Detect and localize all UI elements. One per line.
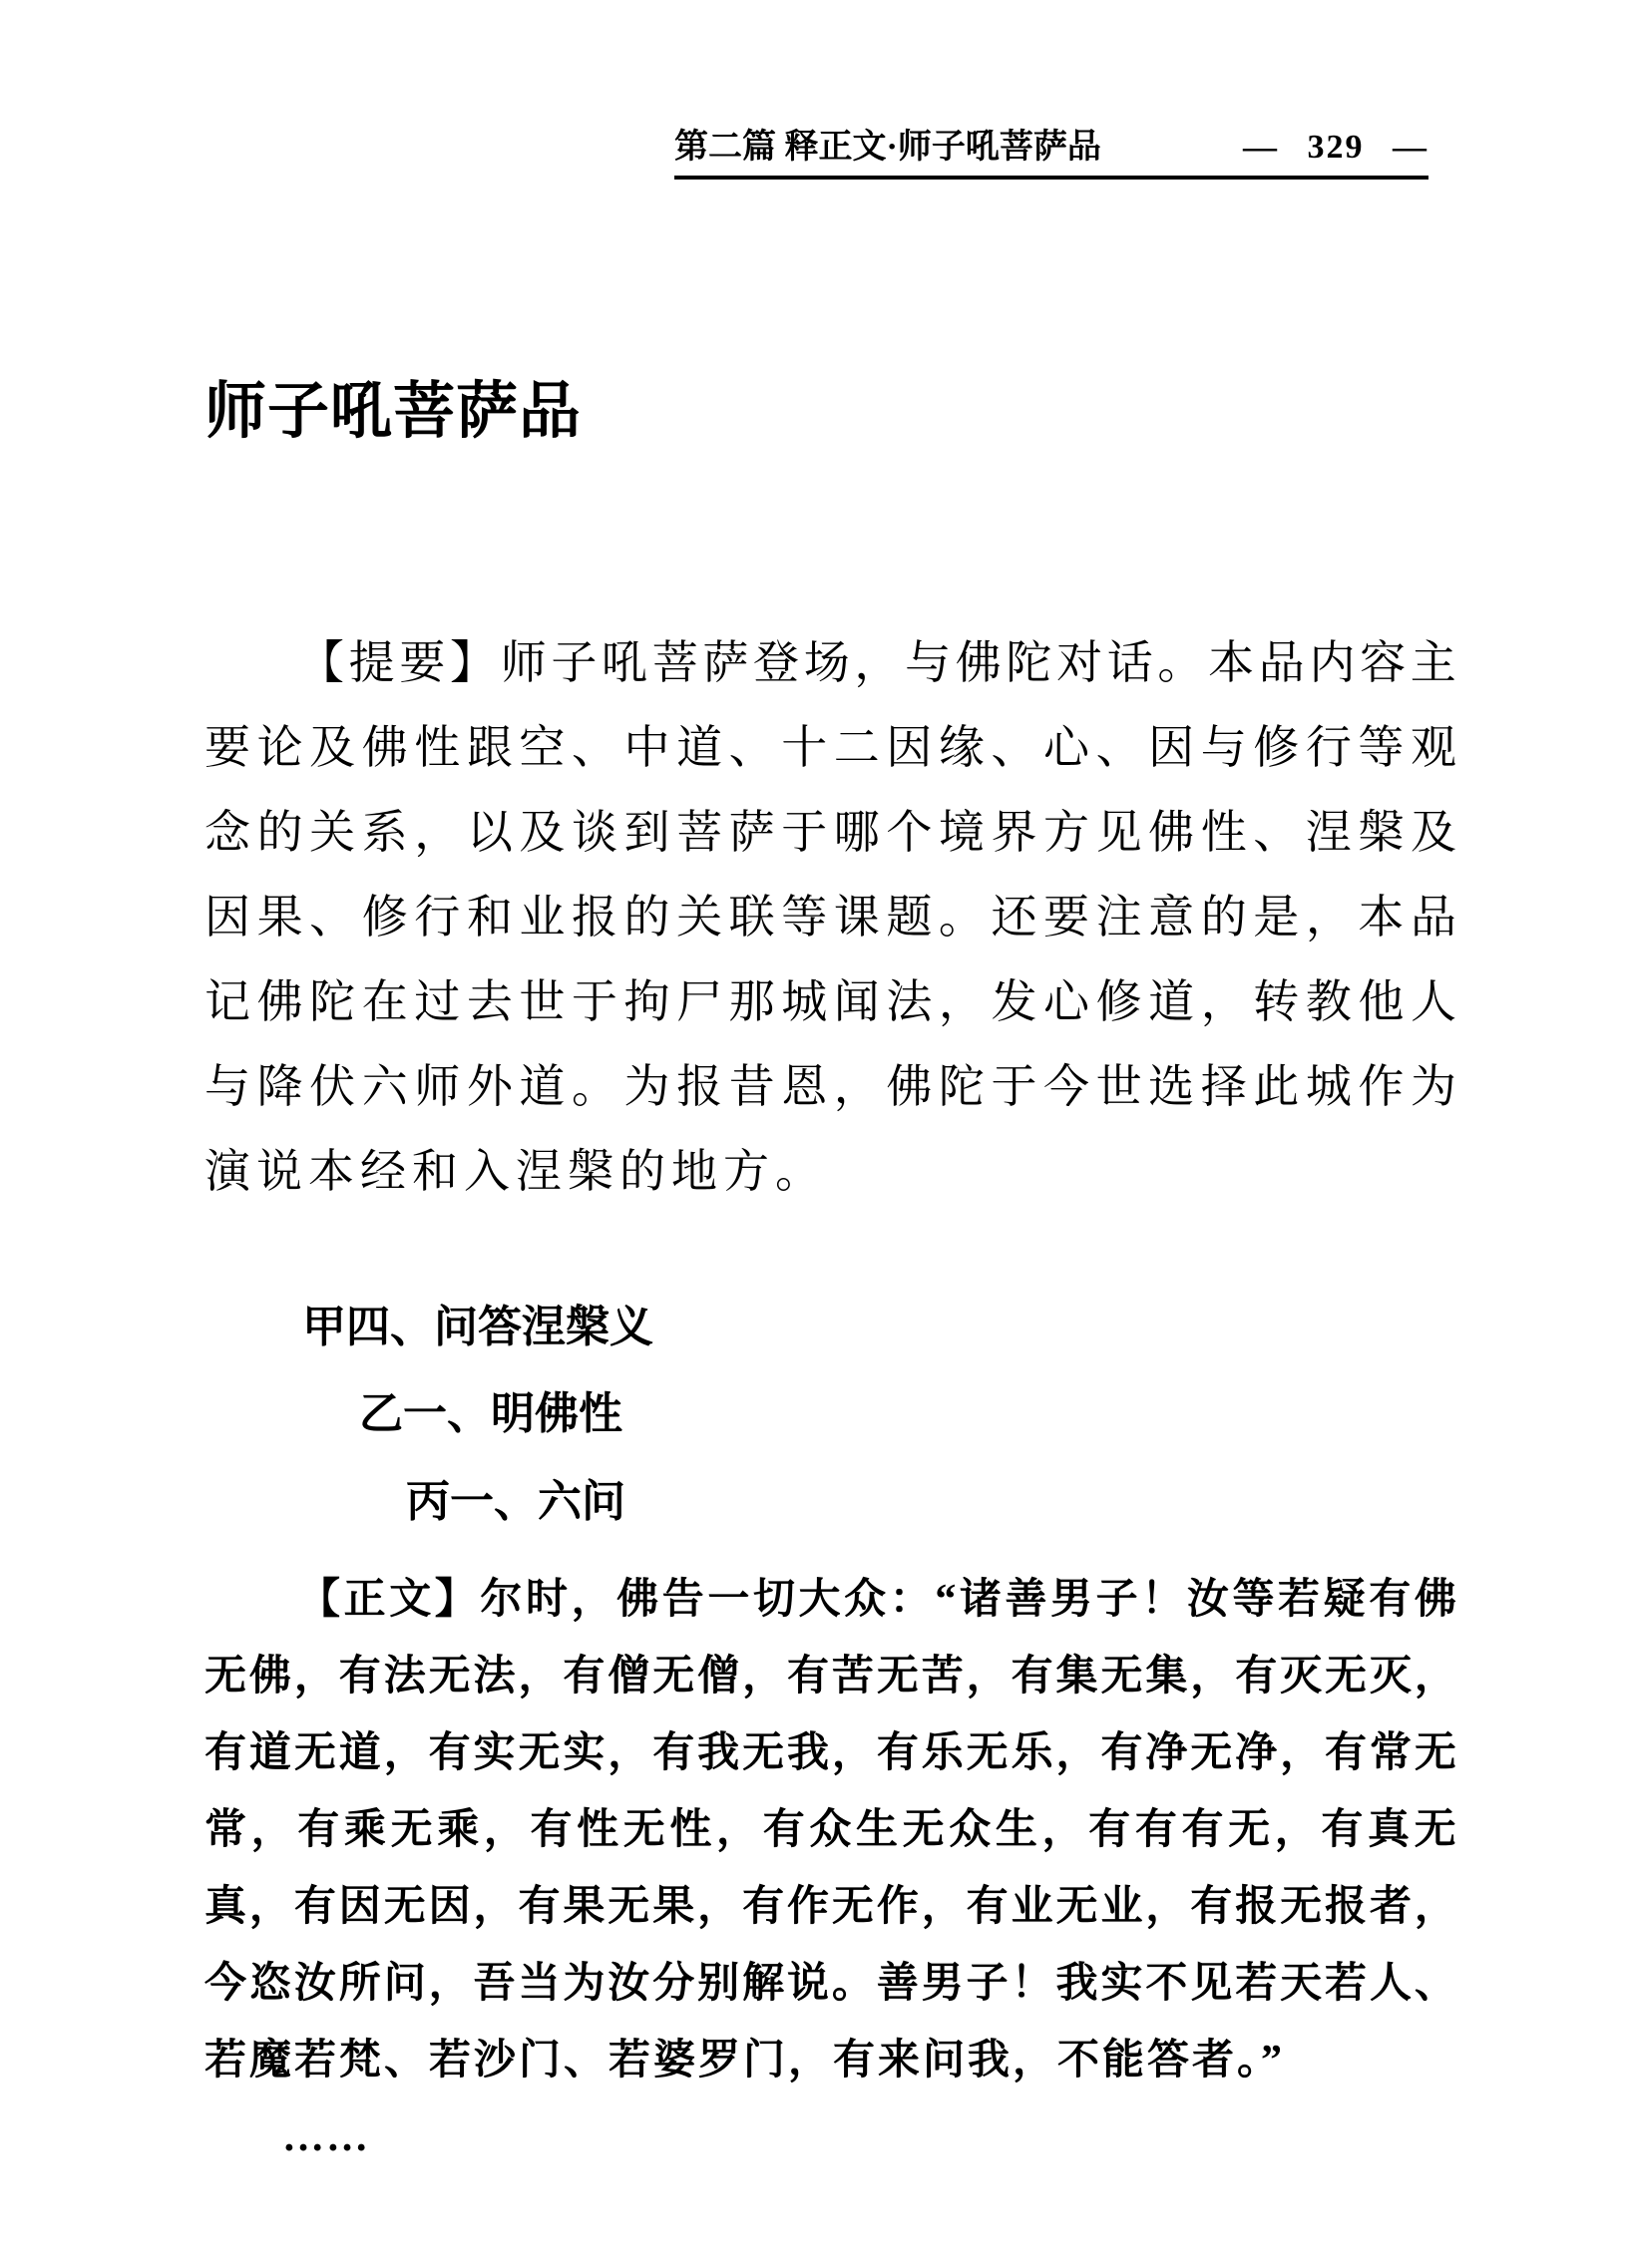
- passage-line: 若魔若梵、若沙门、若婆罗门，有来问我，不能答者。”: [204, 2038, 1286, 2083]
- page-number-label: — 329 —: [1243, 129, 1428, 166]
- passage-line: 常 ， 有 乘 无 乘 ， 有 性 无 性 ， 有 众 生 无 众 生 ， 有 有 有 无 ， 有 真 无: [204, 1807, 1456, 1853]
- summary-line: 【 提 要 】 师 子 吼 菩 萨 登 场 ， 与 佛 陀 对 话 。 本 品 内 容 主: [298, 637, 1456, 688]
- outline-heading-level-jia: 甲四、问答涅槃义: [302, 1303, 653, 1351]
- summary-line: 演说本经和入涅槃的地方。: [204, 1146, 827, 1197]
- summary-line: 记 佛 陀 在 过 去 世 于 拘 尸 那 城 闻 法 ， 发 心 修 道 ， 转 教 他 人: [204, 976, 1456, 1027]
- summary-line: 与 降 伏 六 师 外 道 。 为 报 昔 恩 ， 佛 陀 于 今 世 选 择 此 城 作 为: [204, 1061, 1456, 1112]
- passage-line: 【 正 文 】 尔 时 ， 佛 告 一 切 大 众 ： “ 诸 善 男 子 ！ 汝 等 若 疑 有 佛: [298, 1577, 1456, 1623]
- passage-line: 真 ， 有 因 无 因 ， 有 果 无 果 ， 有 作 无 作 ， 有 业 无 业 ， 有 报 无 报 者 ，: [204, 1884, 1456, 1930]
- outline-heading-level-bing: 丙一、六问: [406, 1477, 625, 1526]
- passage-line: 今 恣 汝 所 问 ， 吾 当 为 汝 分 别 解 说 。 善 男 子 ！ 我 实 不 见 若 天 若 人 、: [204, 1961, 1456, 2007]
- summary-paragraph: [204, 620, 1456, 1214]
- outline-heading-level-yi: 乙一、明佛性: [359, 1389, 622, 1438]
- running-header: [674, 128, 1428, 180]
- chapter-title: 师子吼菩萨品: [204, 378, 583, 446]
- main-passage: [204, 1562, 1456, 2176]
- summary-line: 因 果 、 修 行 和 业 报 的 关 联 等 课 题 。 还 要 注 意 的 是 ， 本 品: [204, 892, 1456, 943]
- summary-line: 念 的 关 系 ， 以 及 谈 到 菩 萨 于 哪 个 境 界 方 见 佛 性 、 涅 槃 及: [204, 807, 1456, 858]
- ellipsis-line: ……: [282, 2114, 370, 2160]
- passage-line: 有 道 无 道 ， 有 实 无 实 ， 有 我 无 我 ， 有 乐 无 乐 ， 有 净 无 净 ， 有 常 无: [204, 1730, 1456, 1776]
- running-header-section-title: 第二篇 释正文·师子吼菩萨品: [674, 129, 1101, 166]
- summary-line: 要 论 及 佛 性 跟 空 、 中 道 、 十 二 因 缘 、 心 、 因 与 修 行 等 观: [204, 722, 1456, 773]
- passage-line: 无 佛 ， 有 法 无 法 ， 有 僧 无 僧 ， 有 苦 无 苦 ， 有 集 无 集 ， 有 灭 无 灭 ，: [204, 1654, 1456, 1700]
